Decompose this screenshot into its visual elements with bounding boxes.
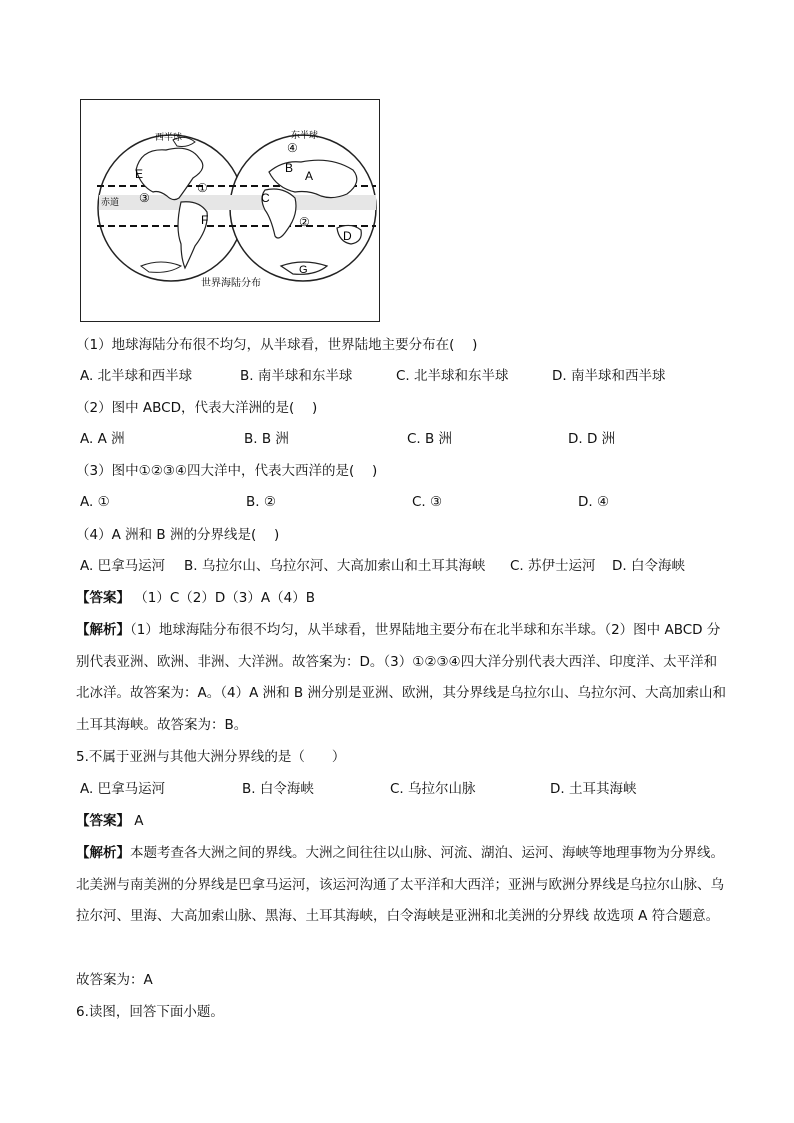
q5-stem: 5.不属于亚洲与其他大洲分界线的是（ ） <box>76 749 346 765</box>
q3-option-c[interactable]: C. ③ <box>412 494 443 510</box>
letter-a: A <box>305 169 314 183</box>
letter-g: G <box>299 264 308 276</box>
world-map-figure <box>80 99 380 322</box>
conclusion: 故答案为：A <box>76 972 153 988</box>
analysis-2 <box>76 838 726 933</box>
answer-2-text: A <box>134 813 144 829</box>
east-hemisphere-label: 东半球 <box>291 130 319 140</box>
q3-option-a[interactable]: A. ① <box>80 494 110 510</box>
q4-option-d[interactable]: D. 白令海峡 <box>612 558 685 574</box>
q5-option-c[interactable]: C. 乌拉尔山脉 <box>390 781 476 797</box>
ocean-1-label: ① <box>197 181 208 195</box>
answer-1-tag: 【答案】 <box>76 590 130 606</box>
q1-option-c[interactable]: C. 北半球和东半球 <box>396 368 509 384</box>
letter-d: D <box>343 229 352 243</box>
q1-option-d[interactable]: D. 南半球和西半球 <box>552 368 666 384</box>
q5-option-a[interactable]: A. 巴拿马运河 <box>80 781 166 797</box>
q2-stem: （2）图中 ABCD，代表大洋洲的是( ) <box>76 400 318 416</box>
ocean-3-label: ③ <box>139 191 150 205</box>
q3-option-b[interactable]: B. ② <box>246 494 276 510</box>
q1-option-b[interactable]: B. 南半球和东半球 <box>240 368 353 384</box>
q5-option-d[interactable]: D. 土耳其海峡 <box>550 781 637 797</box>
equator-label: 赤道 <box>101 197 120 207</box>
answer-2 <box>76 811 144 831</box>
q4-stem: （4）A 洲和 B 洲的分界线是( ) <box>76 527 280 543</box>
answer-2-tag: 【答案】 <box>76 813 130 829</box>
letter-e: E <box>135 167 144 181</box>
q2-option-c[interactable]: C. B 洲 <box>407 431 453 447</box>
answer-1 <box>76 588 315 608</box>
q1-option-a[interactable]: A. 北半球和西半球 <box>80 368 193 384</box>
q4-option-c[interactable]: C. 苏伊士运河 <box>510 558 596 574</box>
q1-stem: （1）地球海陆分布很不均匀，从半球看，世界陆地主要分布在( ) <box>76 337 478 353</box>
letter-c: C <box>261 191 270 205</box>
q2-option-b[interactable]: B. B 洲 <box>244 431 289 447</box>
map-caption: 世界海陆分布 <box>201 278 261 289</box>
analysis-2-text: 本题考查各大洲之间的界线。大洲之间往往以山脉、河流、湖泊、运河、海峡等地理事物为分界线。北美洲与南美洲的分界线是巴拿马运河，该运河沟通了太平洋和大西洋；亚洲与欧洲分界线是乌拉尔山脉、乌拉尔河、里海、大高加索山脉、黑海、土耳其海峡，白令海峡是亚洲和北美洲的分界线 故选项 A 符合题意。 <box>76 845 724 924</box>
q3-option-d[interactable]: D. ④ <box>578 494 610 510</box>
letter-b: B <box>285 161 294 175</box>
analysis-2-tag: 【解析】 <box>76 845 130 861</box>
analysis-1-tag: 【解析】 <box>76 622 130 638</box>
letter-f: F <box>201 213 209 227</box>
analysis-1-text: （1）地球海陆分布很不均匀，从半球看，世界陆地主要分布在北半球和东半球。（2）图中 ABCD 分别代表亚洲、欧洲、非洲、大洋洲。故答案为：D。（3）①②③④四大洋分别代表大西洋、印度洋、太平洋和北冰洋。故答案为：A。（4）A 洲和 B 洲分别是亚洲、欧洲，其分界线是乌拉尔山、乌拉尔河、大高加索山和土耳其海峡。故答案为：B。 <box>76 622 726 733</box>
q4-option-a[interactable]: A. 巴拿马运河 <box>80 558 166 574</box>
q2-option-a[interactable]: A. A 洲 <box>80 431 125 447</box>
ocean-2-label: ② <box>299 215 310 229</box>
q2-option-d[interactable]: D. D 洲 <box>568 431 616 447</box>
answer-1-text: （1）C（2）D（3）A（4）B <box>134 590 315 606</box>
q4-option-b[interactable]: B. 乌拉尔山、乌拉尔河、大高加索山和土耳其海峡 <box>184 558 486 574</box>
analysis-1 <box>76 615 726 741</box>
q3-stem: （3）图中①②③④四大洋中，代表大西洋的是( ) <box>76 463 378 479</box>
q6-stem: 6.读图，回答下面小题。 <box>76 1004 224 1020</box>
q5-option-b[interactable]: B. 白令海峡 <box>242 781 314 797</box>
west-hemisphere-label: 西半球 <box>155 132 183 142</box>
ocean-4-label: ④ <box>287 141 298 155</box>
